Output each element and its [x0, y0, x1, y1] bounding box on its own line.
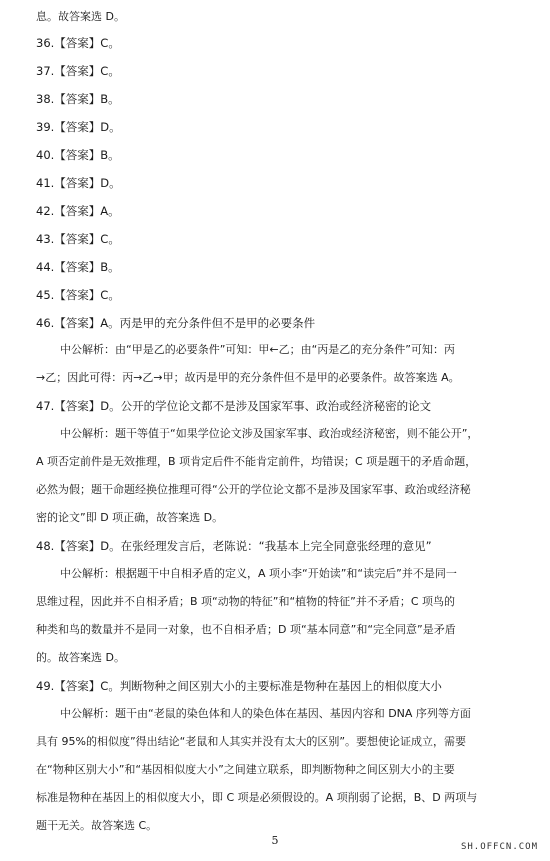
explanation-line: 种类和鸟的数量并不是同一对象，也不自相矛盾；D 项“基本同意”和“完全同意”是矛盾	[36, 623, 456, 636]
explanation-line: 题干无关。故答案选 C。	[36, 819, 158, 832]
answer-38: 38.【答案】B。	[36, 92, 120, 106]
explanation-line: A 项否定前件是无效推理，B 项肯定后件不能肯定前件，均错误；C 项是题干的矛盾命题，	[36, 455, 477, 468]
explanation-line: 中公解析：由“甲是乙的必要条件”可知：甲←乙；由“丙是乙的充分条件”可知：丙	[60, 343, 456, 356]
answer-46: 46.【答案】A。丙是甲的充分条件但不是甲的必要条件	[36, 316, 316, 330]
answer-39: 39.【答案】D。	[36, 120, 121, 134]
explanation-line: 中公解析：题干由“老鼠的染色体和人的染色体在基因、基因内容和 DNA 序列等方面	[60, 707, 471, 720]
text-line: 息。故答案选 D。	[36, 10, 125, 23]
answer-40: 40.【答案】B。	[36, 148, 120, 162]
explanation-line: 中公解析：根据题干中自相矛盾的定义，A 项小李“开始读”和“读完后”并不是同一	[60, 567, 457, 580]
answer-45: 45.【答案】C。	[36, 288, 120, 302]
explanation-line: 必然为假；题干命题经换位推理可得“公开的学位论文都不是涉及国家军事、政治或经济秘	[36, 483, 471, 496]
answer-48: 48.【答案】D。在张经理发言后，老陈说：“我基本上完全同意张经理的意见”	[36, 539, 432, 553]
answer-47: 47.【答案】D。公开的学位论文都不是涉及国家军事、政治或经济秘密的论文	[36, 399, 432, 413]
explanation-line: 在“物种区别大小”和“基因相似度大小”之间建立联系，即判断物种之间区别大小的主要	[36, 763, 455, 776]
explanation-line: 密的论文”即 D 项正确，故答案选 D。	[36, 511, 224, 524]
answer-43: 43.【答案】C。	[36, 232, 120, 246]
answer-36: 36.【答案】C。	[36, 36, 120, 50]
answer-44: 44.【答案】B。	[36, 260, 120, 274]
answer-42: 42.【答案】A。	[36, 204, 120, 218]
explanation-line: 思维过程，因此并不自相矛盾；B 项“动物的特征”和“植物的特征”并不矛盾；C 项鸟的	[36, 595, 456, 608]
answer-49: 49.【答案】C。判断物种之间区别大小的主要标准是物种在基因上的相似度大小	[36, 679, 442, 693]
explanation-line: →乙；因此可得：丙→乙→甲；故丙是甲的充分条件但不是甲的必要条件。故答案选 A。	[36, 371, 460, 384]
explanation-line: 标准是物种在基因上的相似度大小，即 C 项是必须假设的。A 项削弱了论据，B、D 两项与	[36, 791, 478, 804]
explanation-line: 的。故答案选 D。	[36, 651, 125, 664]
watermark-text: SH.OFFCN.COM	[460, 842, 538, 852]
page-number: 5	[271, 834, 279, 847]
answer-37: 37.【答案】C。	[36, 64, 120, 78]
explanation-line: 中公解析：题干等值于“如果学位论文涉及国家军事、政治或经济秘密，则不能公开”，	[60, 427, 479, 440]
explanation-line: 具有 95%的相似度”得出结论“老鼠和人其实并没有太大的区别”。要想使论证成立，需要	[36, 735, 467, 748]
answer-41: 41.【答案】D。	[36, 176, 121, 190]
